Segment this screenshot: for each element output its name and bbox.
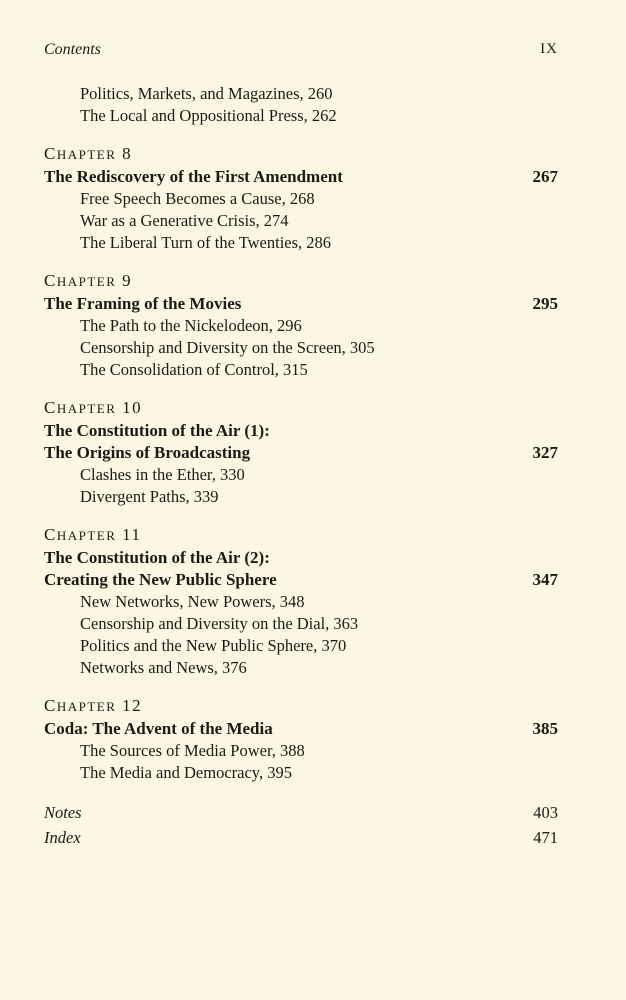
toc-subentry: The Consolidation of Control, 315	[80, 360, 308, 379]
toc-subentry: Clashes in the Ether, 330	[80, 465, 245, 484]
chapter-label: CHAPTER 8	[44, 144, 133, 163]
chapter-title: The Origins of Broadcasting 327	[44, 443, 558, 462]
chapter-block	[44, 397, 558, 508]
toc-subentry: The Liberal Turn of the Twenties, 286	[80, 233, 332, 252]
toc-subentry: Censorship and Diversity on the Dial, 363	[80, 614, 359, 633]
chapter-block	[44, 695, 558, 784]
chapter-block	[44, 143, 558, 254]
chapter-page: 385	[532, 719, 558, 738]
chapter-title: The Constitution of the Air (2):	[44, 548, 270, 567]
chapter-page: 267	[532, 167, 558, 186]
toc-subentry: The Media and Democracy, 395	[80, 763, 292, 782]
toc-subentry: War as a Generative Crisis, 274	[80, 211, 289, 230]
toc-subentry: The Local and Oppositional Press, 262	[80, 106, 337, 125]
intro-subsections	[44, 83, 558, 127]
chapter-title: Coda: The Advent of the Media 385	[44, 719, 558, 738]
toc-subentry: Censorship and Diversity on the Screen, 305	[80, 338, 375, 357]
toc-subentry: New Networks, New Powers, 348	[80, 592, 305, 611]
toc-subentry: The Path to the Nickelodeon, 296	[80, 316, 302, 335]
toc-subentry: Divergent Paths, 339	[80, 487, 219, 506]
page-header	[44, 41, 558, 63]
toc-subentry: Politics and the New Public Sphere, 370	[80, 636, 347, 655]
chapter-block	[44, 270, 558, 381]
chapter-label: CHAPTER 9	[44, 271, 133, 290]
chapter-page: 347	[532, 570, 558, 589]
chapter-label: CHAPTER 10	[44, 398, 143, 417]
chapter-title: The Rediscovery of the First Amendment 267	[44, 167, 558, 186]
chapter-page: 295	[532, 294, 558, 313]
back-matter-entry: Index 471	[44, 825, 558, 850]
chapter-label: CHAPTER 12	[44, 696, 143, 715]
toc-subentry: Networks and News, 376	[80, 658, 247, 677]
chapter-title: The Framing of the Movies 295	[44, 294, 558, 313]
toc-subentry: The Sources of Media Power, 388	[80, 741, 305, 760]
chapter-block	[44, 524, 558, 679]
back-matter	[44, 800, 558, 850]
page-folio: IX	[540, 41, 558, 57]
chapter-page: 327	[532, 443, 558, 462]
chapter-title: The Constitution of the Air (1):	[44, 421, 270, 440]
toc-subentry: Politics, Markets, and Magazines, 260	[80, 84, 333, 103]
running-head: Contents	[44, 41, 101, 58]
chapter-label: CHAPTER 11	[44, 525, 142, 544]
table-of-contents	[44, 83, 558, 850]
back-matter-page: 471	[533, 828, 558, 847]
toc-subentry: Free Speech Becomes a Cause, 268	[80, 189, 315, 208]
back-matter-entry: Notes 403	[44, 800, 558, 825]
chapter-title: Creating the New Public Sphere 347	[44, 570, 558, 589]
back-matter-page: 403	[533, 803, 558, 822]
